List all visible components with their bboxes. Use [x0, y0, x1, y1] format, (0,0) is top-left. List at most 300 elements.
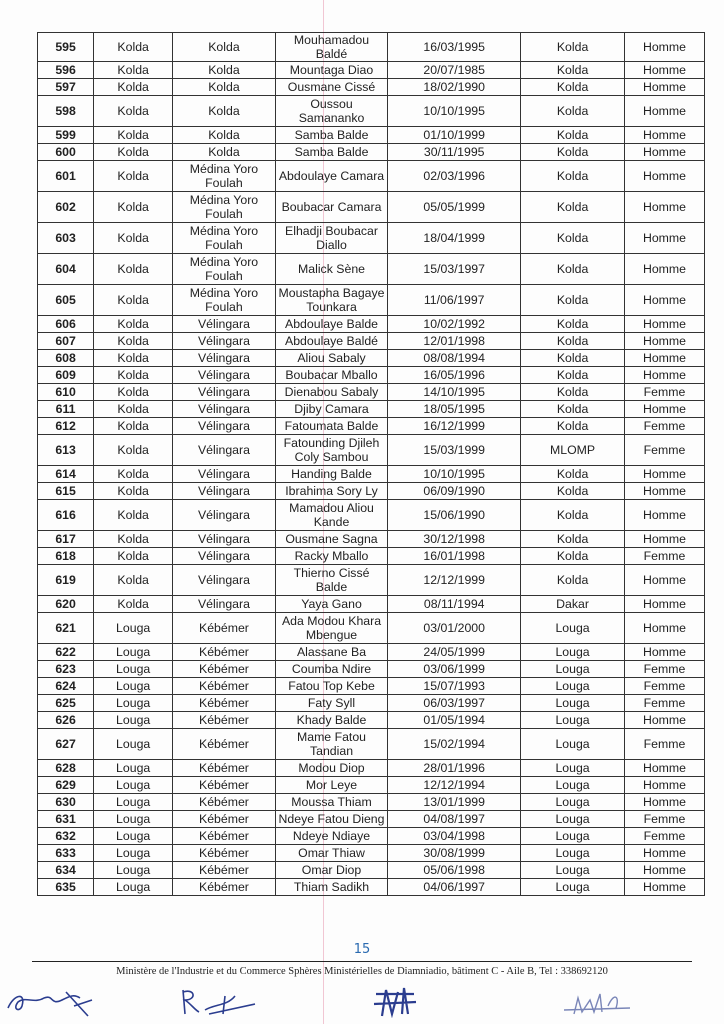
- department-cell: Kébémer: [173, 828, 276, 845]
- department-cell: Kébémer: [173, 695, 276, 712]
- row-number-cell: 601: [38, 161, 94, 192]
- table-row: [38, 729, 705, 760]
- department-cell: Kébémer: [173, 862, 276, 879]
- row-number-cell: 616: [38, 500, 94, 531]
- birth-place-cell: Kolda: [521, 565, 625, 596]
- row-number-cell: 621: [38, 613, 94, 644]
- birth-place-cell: Kolda: [521, 483, 625, 500]
- row-number-cell: 610: [38, 384, 94, 401]
- department-cell: Médina Yoro Foulah: [173, 192, 276, 223]
- gender-cell: Homme: [624, 401, 704, 418]
- birth-date-cell: 13/01/1999: [388, 794, 521, 811]
- row-number-cell: 605: [38, 285, 94, 316]
- table-row: [38, 845, 705, 862]
- region-cell: Kolda: [94, 79, 173, 96]
- department-cell: Kébémer: [173, 811, 276, 828]
- birth-date-cell: 04/06/1997: [388, 879, 521, 896]
- birth-date-cell: 30/12/1998: [388, 531, 521, 548]
- region-cell: Louga: [94, 845, 173, 862]
- gender-cell: Homme: [624, 845, 704, 862]
- gender-cell: Homme: [624, 483, 704, 500]
- row-number-cell: 632: [38, 828, 94, 845]
- full-name-cell: Boubacar Camara: [275, 192, 387, 223]
- birth-place-cell: Kolda: [521, 96, 625, 127]
- gender-cell: Homme: [624, 192, 704, 223]
- region-cell: Louga: [94, 811, 173, 828]
- table-row: [38, 418, 705, 435]
- full-name-cell: Ibrahima Sory Ly: [275, 483, 387, 500]
- birth-place-cell: Kolda: [521, 285, 625, 316]
- region-cell: Louga: [94, 794, 173, 811]
- full-name-cell: Modou Diop: [275, 760, 387, 777]
- gender-cell: Homme: [624, 33, 704, 62]
- region-cell: Louga: [94, 613, 173, 644]
- gender-cell: Homme: [624, 879, 704, 896]
- row-number-cell: 631: [38, 811, 94, 828]
- department-cell: Kébémer: [173, 644, 276, 661]
- region-cell: Kolda: [94, 418, 173, 435]
- table-row: [38, 661, 705, 678]
- full-name-cell: Dienabou Sabaly: [275, 384, 387, 401]
- birth-place-cell: Kolda: [521, 401, 625, 418]
- department-cell: Kébémer: [173, 661, 276, 678]
- table-row: [38, 62, 705, 79]
- birth-place-cell: Kolda: [521, 127, 625, 144]
- birth-place-cell: Louga: [521, 661, 625, 678]
- table-row: [38, 435, 705, 466]
- birth-date-cell: 01/05/1994: [388, 712, 521, 729]
- region-cell: Kolda: [94, 367, 173, 384]
- birth-place-cell: Louga: [521, 862, 625, 879]
- gender-cell: Homme: [624, 367, 704, 384]
- region-cell: Louga: [94, 760, 173, 777]
- table-row: [38, 33, 705, 62]
- row-number-cell: 623: [38, 661, 94, 678]
- region-cell: Kolda: [94, 401, 173, 418]
- birth-date-cell: 01/10/1999: [388, 127, 521, 144]
- birth-place-cell: Louga: [521, 811, 625, 828]
- region-cell: Kolda: [94, 96, 173, 127]
- gender-cell: Femme: [624, 435, 704, 466]
- table-row: [38, 548, 705, 565]
- birth-date-cell: 18/04/1999: [388, 223, 521, 254]
- department-cell: Kolda: [173, 79, 276, 96]
- region-cell: Kolda: [94, 565, 173, 596]
- birth-date-cell: 03/04/1998: [388, 828, 521, 845]
- birth-date-cell: 02/03/1996: [388, 161, 521, 192]
- birth-date-cell: 12/12/1999: [388, 565, 521, 596]
- row-number-cell: 620: [38, 596, 94, 613]
- birth-date-cell: 15/06/1990: [388, 500, 521, 531]
- table-row: [38, 367, 705, 384]
- table-row: [38, 254, 705, 285]
- table-row: [38, 794, 705, 811]
- birth-date-cell: 16/01/1998: [388, 548, 521, 565]
- row-number-cell: 626: [38, 712, 94, 729]
- gender-cell: Femme: [624, 548, 704, 565]
- full-name-cell: Samba Balde: [275, 127, 387, 144]
- full-name-cell: Elhadji Boubacar Diallo: [275, 223, 387, 254]
- birth-place-cell: Louga: [521, 760, 625, 777]
- birth-place-cell: Kolda: [521, 316, 625, 333]
- row-number-cell: 609: [38, 367, 94, 384]
- birth-date-cell: 05/05/1999: [388, 192, 521, 223]
- table-row: [38, 596, 705, 613]
- table-row: [38, 401, 705, 418]
- department-cell: Kébémer: [173, 760, 276, 777]
- full-name-cell: Moustapha Bagaye Tounkara: [275, 285, 387, 316]
- region-cell: Kolda: [94, 548, 173, 565]
- row-number-cell: 613: [38, 435, 94, 466]
- full-name-cell: Moussa Thiam: [275, 794, 387, 811]
- full-name-cell: Mountaga Diao: [275, 62, 387, 79]
- region-cell: Kolda: [94, 500, 173, 531]
- full-name-cell: Thiam Sadikh: [275, 879, 387, 896]
- full-name-cell: Mame Fatou Tandian: [275, 729, 387, 760]
- row-number-cell: 598: [38, 96, 94, 127]
- gender-cell: Femme: [624, 384, 704, 401]
- full-name-cell: Oussou Samananko: [275, 96, 387, 127]
- full-name-cell: Mamadou Aliou Kande: [275, 500, 387, 531]
- department-cell: Kébémer: [173, 678, 276, 695]
- department-cell: Kolda: [173, 144, 276, 161]
- birth-date-cell: 03/01/2000: [388, 613, 521, 644]
- full-name-cell: Fatoumata Balde: [275, 418, 387, 435]
- page-number: 15: [353, 942, 371, 957]
- region-cell: Kolda: [94, 33, 173, 62]
- birth-place-cell: Kolda: [521, 531, 625, 548]
- region-cell: Kolda: [94, 483, 173, 500]
- full-name-cell: Fatounding Djileh Coly Sambou: [275, 435, 387, 466]
- department-cell: Vélingara: [173, 418, 276, 435]
- gender-cell: Homme: [624, 62, 704, 79]
- birth-place-cell: Louga: [521, 794, 625, 811]
- gender-cell: Homme: [624, 794, 704, 811]
- gender-cell: Homme: [624, 127, 704, 144]
- gender-cell: Homme: [624, 466, 704, 483]
- full-name-cell: Handing Balde: [275, 466, 387, 483]
- gender-cell: Homme: [624, 712, 704, 729]
- row-number-cell: 625: [38, 695, 94, 712]
- region-cell: Louga: [94, 695, 173, 712]
- birth-place-cell: Kolda: [521, 192, 625, 223]
- full-name-cell: Fatou Top Kebe: [275, 678, 387, 695]
- full-name-cell: Khady Balde: [275, 712, 387, 729]
- gender-cell: Femme: [624, 811, 704, 828]
- birth-place-cell: Kolda: [521, 466, 625, 483]
- table-row: [38, 223, 705, 254]
- department-cell: Kébémer: [173, 879, 276, 896]
- region-cell: Kolda: [94, 384, 173, 401]
- department-cell: Vélingara: [173, 483, 276, 500]
- birth-place-cell: MLOMP: [521, 435, 625, 466]
- birth-date-cell: 14/10/1995: [388, 384, 521, 401]
- gender-cell: Homme: [624, 644, 704, 661]
- table-row: [38, 350, 705, 367]
- department-cell: Kébémer: [173, 777, 276, 794]
- birth-date-cell: 10/10/1995: [388, 96, 521, 127]
- birth-date-cell: 28/01/1996: [388, 760, 521, 777]
- birth-place-cell: Kolda: [521, 79, 625, 96]
- full-name-cell: Aliou Sabaly: [275, 350, 387, 367]
- table-row: [38, 144, 705, 161]
- department-cell: Vélingara: [173, 367, 276, 384]
- birth-date-cell: 06/03/1997: [388, 695, 521, 712]
- gender-cell: Femme: [624, 661, 704, 678]
- row-number-cell: 615: [38, 483, 94, 500]
- table-row: [38, 285, 705, 316]
- department-cell: Vélingara: [173, 384, 276, 401]
- table-row: [38, 777, 705, 794]
- region-cell: Kolda: [94, 531, 173, 548]
- department-cell: Kébémer: [173, 794, 276, 811]
- region-cell: Kolda: [94, 127, 173, 144]
- gender-cell: Homme: [624, 144, 704, 161]
- gender-cell: Homme: [624, 223, 704, 254]
- full-name-cell: Malick Sène: [275, 254, 387, 285]
- birth-place-cell: Louga: [521, 828, 625, 845]
- birth-place-cell: Louga: [521, 879, 625, 896]
- table-row: [38, 384, 705, 401]
- row-number-cell: 634: [38, 862, 94, 879]
- table-row: [38, 613, 705, 644]
- full-name-cell: Faty Syll: [275, 695, 387, 712]
- gender-cell: Homme: [624, 777, 704, 794]
- full-name-cell: Boubacar Mballo: [275, 367, 387, 384]
- row-number-cell: 595: [38, 33, 94, 62]
- birth-date-cell: 15/07/1993: [388, 678, 521, 695]
- birth-date-cell: 04/08/1997: [388, 811, 521, 828]
- department-cell: Kébémer: [173, 613, 276, 644]
- table-row: [38, 862, 705, 879]
- table-row: [38, 811, 705, 828]
- row-number-cell: 604: [38, 254, 94, 285]
- region-cell: Kolda: [94, 62, 173, 79]
- region-cell: Louga: [94, 729, 173, 760]
- table-row: [38, 96, 705, 127]
- department-cell: Vélingara: [173, 565, 276, 596]
- region-cell: Kolda: [94, 435, 173, 466]
- full-name-cell: Ndeye Fatou Dieng: [275, 811, 387, 828]
- full-name-cell: Abdoulaye Camara: [275, 161, 387, 192]
- region-cell: Louga: [94, 862, 173, 879]
- table-row: [38, 644, 705, 661]
- birth-date-cell: 12/01/1998: [388, 333, 521, 350]
- region-cell: Kolda: [94, 223, 173, 254]
- full-name-cell: Mor Leye: [275, 777, 387, 794]
- table-row: [38, 466, 705, 483]
- birth-place-cell: Kolda: [521, 223, 625, 254]
- department-cell: Vélingara: [173, 350, 276, 367]
- row-number-cell: 628: [38, 760, 94, 777]
- birth-place-cell: Kolda: [521, 62, 625, 79]
- birth-place-cell: Louga: [521, 644, 625, 661]
- region-cell: Kolda: [94, 254, 173, 285]
- birth-date-cell: 11/06/1997: [388, 285, 521, 316]
- row-number-cell: 630: [38, 794, 94, 811]
- region-cell: Kolda: [94, 285, 173, 316]
- department-cell: Vélingara: [173, 401, 276, 418]
- full-name-cell: Omar Thiaw: [275, 845, 387, 862]
- gender-cell: Homme: [624, 350, 704, 367]
- birth-place-cell: Dakar: [521, 596, 625, 613]
- gender-cell: Femme: [624, 828, 704, 845]
- department-cell: Vélingara: [173, 316, 276, 333]
- full-name-cell: Ada Modou Khara Mbengue: [275, 613, 387, 644]
- birth-date-cell: 12/12/1994: [388, 777, 521, 794]
- row-number-cell: 612: [38, 418, 94, 435]
- table-row: [38, 828, 705, 845]
- gender-cell: Homme: [624, 285, 704, 316]
- table-row: [38, 127, 705, 144]
- department-cell: Médina Yoro Foulah: [173, 254, 276, 285]
- birth-place-cell: Kolda: [521, 144, 625, 161]
- gender-cell: Femme: [624, 729, 704, 760]
- table-row: [38, 192, 705, 223]
- birth-date-cell: 16/12/1999: [388, 418, 521, 435]
- gender-cell: Homme: [624, 333, 704, 350]
- table-row: [38, 500, 705, 531]
- gender-cell: Homme: [624, 161, 704, 192]
- region-cell: Louga: [94, 879, 173, 896]
- table-row: [38, 760, 705, 777]
- full-name-cell: Ousmane Sagna: [275, 531, 387, 548]
- birth-date-cell: 30/08/1999: [388, 845, 521, 862]
- birth-place-cell: Kolda: [521, 367, 625, 384]
- department-cell: Médina Yoro Foulah: [173, 285, 276, 316]
- gender-cell: Femme: [624, 695, 704, 712]
- table-row: [38, 531, 705, 548]
- department-cell: Vélingara: [173, 596, 276, 613]
- birth-place-cell: Kolda: [521, 500, 625, 531]
- gender-cell: Homme: [624, 254, 704, 285]
- row-number-cell: 629: [38, 777, 94, 794]
- birth-place-cell: Kolda: [521, 384, 625, 401]
- birth-date-cell: 15/03/1997: [388, 254, 521, 285]
- region-cell: Louga: [94, 661, 173, 678]
- birth-date-cell: 08/08/1994: [388, 350, 521, 367]
- table-row: [38, 565, 705, 596]
- footer-address: Ministère de l'Industrie et du Commerce Sphères Ministérielles de Diamniadio, bâtiment C - Aile B, Tel : 338692120: [116, 966, 608, 977]
- full-name-cell: Djiby Camara: [275, 401, 387, 418]
- row-number-cell: 597: [38, 79, 94, 96]
- gender-cell: Homme: [624, 862, 704, 879]
- gender-cell: Homme: [624, 760, 704, 777]
- signature-3-icon: [370, 986, 420, 1018]
- table-row: [38, 712, 705, 729]
- department-cell: Vélingara: [173, 435, 276, 466]
- region-cell: Louga: [94, 644, 173, 661]
- region-cell: Kolda: [94, 350, 173, 367]
- birth-date-cell: 15/03/1999: [388, 435, 521, 466]
- full-name-cell: Mouhamadou Baldé: [275, 33, 387, 62]
- registry-table-body: [38, 33, 705, 896]
- birth-date-cell: 06/09/1990: [388, 483, 521, 500]
- gender-cell: Homme: [624, 565, 704, 596]
- birth-place-cell: Louga: [521, 845, 625, 862]
- row-number-cell: 622: [38, 644, 94, 661]
- gender-cell: Homme: [624, 96, 704, 127]
- row-number-cell: 618: [38, 548, 94, 565]
- row-number-cell: 617: [38, 531, 94, 548]
- gender-cell: Homme: [624, 596, 704, 613]
- full-name-cell: Yaya Gano: [275, 596, 387, 613]
- full-name-cell: Ndeye Ndiaye: [275, 828, 387, 845]
- region-cell: Louga: [94, 712, 173, 729]
- birth-date-cell: 18/02/1990: [388, 79, 521, 96]
- birth-place-cell: Kolda: [521, 350, 625, 367]
- table-row: [38, 316, 705, 333]
- row-number-cell: 611: [38, 401, 94, 418]
- region-cell: Louga: [94, 678, 173, 695]
- birth-place-cell: Louga: [521, 729, 625, 760]
- birth-date-cell: 03/06/1999: [388, 661, 521, 678]
- full-name-cell: Ousmane Cissé: [275, 79, 387, 96]
- full-name-cell: Omar Diop: [275, 862, 387, 879]
- full-name-cell: Thierno Cissé Balde: [275, 565, 387, 596]
- department-cell: Médina Yoro Foulah: [173, 223, 276, 254]
- birth-date-cell: 10/10/1995: [388, 466, 521, 483]
- full-name-cell: Alassane Ba: [275, 644, 387, 661]
- birth-place-cell: Kolda: [521, 333, 625, 350]
- birth-date-cell: 15/02/1994: [388, 729, 521, 760]
- gender-cell: Homme: [624, 613, 704, 644]
- birth-date-cell: 24/05/1999: [388, 644, 521, 661]
- gender-cell: Homme: [624, 316, 704, 333]
- birth-place-cell: Louga: [521, 613, 625, 644]
- region-cell: Louga: [94, 828, 173, 845]
- region-cell: Kolda: [94, 192, 173, 223]
- department-cell: Kolda: [173, 96, 276, 127]
- row-number-cell: 614: [38, 466, 94, 483]
- region-cell: Kolda: [94, 316, 173, 333]
- department-cell: Vélingara: [173, 466, 276, 483]
- table-row: [38, 79, 705, 96]
- department-cell: Kébémer: [173, 845, 276, 862]
- birth-place-cell: Louga: [521, 678, 625, 695]
- department-cell: Kolda: [173, 127, 276, 144]
- birth-place-cell: Louga: [521, 695, 625, 712]
- department-cell: Kolda: [173, 33, 276, 62]
- row-number-cell: 603: [38, 223, 94, 254]
- row-number-cell: 619: [38, 565, 94, 596]
- gender-cell: Femme: [624, 678, 704, 695]
- row-number-cell: 602: [38, 192, 94, 223]
- birth-date-cell: 18/05/1995: [388, 401, 521, 418]
- signature-2-icon: [175, 986, 265, 1018]
- birth-date-cell: 16/03/1995: [388, 33, 521, 62]
- birth-place-cell: Kolda: [521, 254, 625, 285]
- birth-date-cell: 20/07/1985: [388, 62, 521, 79]
- birth-place-cell: Louga: [521, 712, 625, 729]
- full-name-cell: Abdoulaye Baldé: [275, 333, 387, 350]
- department-cell: Médina Yoro Foulah: [173, 161, 276, 192]
- gender-cell: Homme: [624, 531, 704, 548]
- row-number-cell: 624: [38, 678, 94, 695]
- row-number-cell: 635: [38, 879, 94, 896]
- gender-cell: Homme: [624, 500, 704, 531]
- birth-place-cell: Kolda: [521, 418, 625, 435]
- birth-place-cell: Kolda: [521, 548, 625, 565]
- gender-cell: Femme: [624, 418, 704, 435]
- row-number-cell: 599: [38, 127, 94, 144]
- department-cell: Kébémer: [173, 712, 276, 729]
- full-name-cell: Coumba Ndire: [275, 661, 387, 678]
- department-cell: Vélingara: [173, 500, 276, 531]
- department-cell: Kébémer: [173, 729, 276, 760]
- region-cell: Kolda: [94, 161, 173, 192]
- birth-date-cell: 08/11/1994: [388, 596, 521, 613]
